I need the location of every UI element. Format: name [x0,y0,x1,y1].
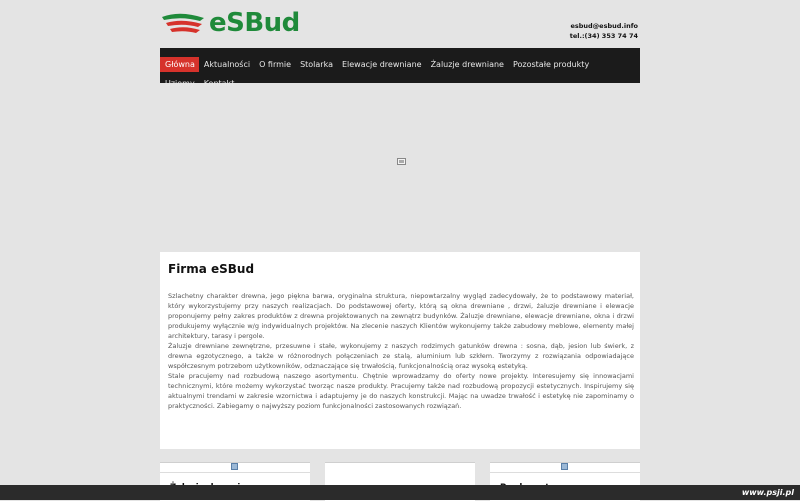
article-text [168,291,634,411]
header-contact [570,21,638,41]
nav-item-aktualnosci[interactable]: Aktualności [203,60,251,69]
contact-phone: tel.:(34) 353 74 74 [569,32,638,40]
footer-bar [0,485,800,500]
nav-item-stolarka[interactable]: Stolarka [300,60,333,69]
nav-item-o-firmie[interactable]: O firmie [259,60,292,69]
main-content [160,252,640,449]
nav-item-pozostale[interactable]: Pozostałe produkty [512,60,590,69]
nav-item-uziomy[interactable]: Uziomy [165,79,195,88]
nav-item-kontakt[interactable]: Kontakt [203,79,235,88]
logo-swoosh-icon [160,11,206,41]
divider [160,472,310,473]
watermark: www.psji.pl [741,488,794,497]
nav-item-glowna[interactable]: Główna [160,57,199,72]
nav-item-elewacje[interactable]: Elewacje drewniane [341,60,422,69]
paragraph: Stale pracujemy nad rozbudową naszego asortymentu. Chętnie wprowadzamy do oferty nowe projekty. Interesujemy się innowacjami technicznymi, które możemy wykorzystać tworząc nasze produkty. Pracujemy także nad rozbudową propozycji estetycznych. Inspirujemy się aktualnymi trendami w zakresie wzornictwa i adaptujemy je do naszych konstrukcji. Mając na uwadze trwałość i estetykę nie zapominamy o praktyczności. Zabiegamy o najwyższy poziom funkcjonalności zastosowanych rozwiązań. [168,372,634,410]
image-placeholder-icon [231,463,238,470]
paragraph: Szlachetny charakter drewna, jego piękna barwa, oryginalna struktura, niepowtarzalny wygląd zadecydowały, że to podstawowy materiał, który wykorzystujemy przy naszych realizacjach. Do podstawowej oferty, którą są okna drewniane , drzwi, żaluzje drewniane i elewacje proponujemy pełny zakres produktów z drewna projektowanych na zewnątrz budynków. Żaluzje drewniane, elewacje drewniane, okna i drzwi produkujemy wyłącznie w/g indywidualnych projektów. Na zlecenie naszych Klientów wykonujemy także zabudowy meblowe, elementy małej architektury, tarasy i pergole. [168,292,634,340]
paragraph: Żaluzje drewniane zewnętrzne, przesuwne i stałe, wykonujemy z naszych rodzimych gatunków drewna : sosna, dąb, jesion lub świerk, z drewna egzotycznego, a także w różnorodnych połączeniach ze stalą, aluminium lub szkłem. Tworzymy z rozwiązania odpowiadające współczesnym potrzebom użytkowników, odznaczające się trwałością, funkcjonalnością oraz wysoką estetyką. [168,342,634,370]
page-title: Firma eSBud [168,262,255,276]
main-navigation [160,48,640,88]
divider [490,472,640,473]
image-placeholder-icon [561,463,568,470]
image-slider[interactable] [160,83,640,248]
logo-text: eSBud [209,8,300,38]
contact-email[interactable]: esbud@esbud.info [570,22,638,30]
nav-item-zaluzje[interactable]: Żaluzje drewniane [430,60,504,69]
loading-icon [397,158,406,165]
site-logo[interactable] [160,8,310,42]
